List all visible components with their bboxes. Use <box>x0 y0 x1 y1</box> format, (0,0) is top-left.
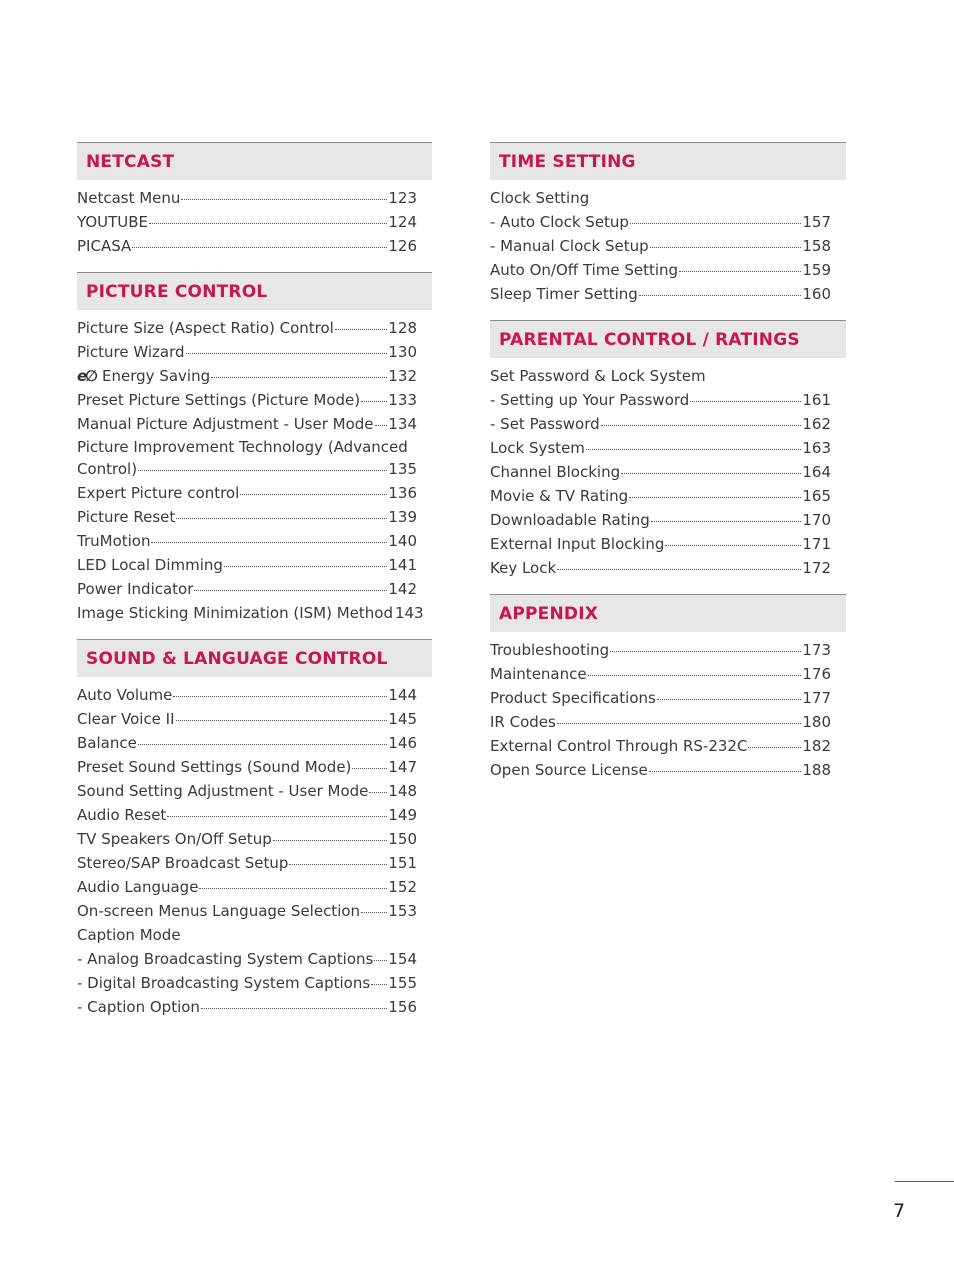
dot-leader <box>138 469 387 471</box>
dot-leader <box>240 493 387 495</box>
toc-entry[interactable] <box>77 601 424 625</box>
dot-leader <box>176 517 387 519</box>
toc-entry-page: 188 <box>802 761 831 779</box>
toc-entry-label: External Input Blocking <box>490 535 665 553</box>
dot-leader <box>649 770 802 772</box>
toc-entry-page: 130 <box>388 343 417 361</box>
toc-entry-page: 140 <box>388 532 417 550</box>
dot-leader <box>167 815 387 817</box>
toc-entry-label: Preset Picture Settings (Picture Mode) <box>77 391 361 409</box>
section-header <box>490 320 846 358</box>
dot-leader <box>186 352 388 354</box>
toc-entry[interactable] <box>77 971 417 995</box>
dot-leader <box>201 1007 387 1009</box>
toc-entry-label: Clear Voice II <box>77 710 175 728</box>
dot-leader <box>748 746 801 748</box>
toc-entry[interactable] <box>77 553 417 577</box>
dot-leader <box>273 839 388 841</box>
toc-entry-label: Netcast Menu <box>77 189 181 207</box>
toc-entry[interactable] <box>490 662 831 686</box>
toc-list <box>77 316 424 625</box>
toc-entry[interactable] <box>490 234 831 258</box>
toc-entry-label: Expert Picture control <box>77 484 240 502</box>
toc-entry-page: 149 <box>388 806 417 824</box>
toc-entry-page: 133 <box>388 391 417 409</box>
dot-leader <box>630 222 801 224</box>
toc-entry-page: 170 <box>802 511 831 529</box>
toc-entry-page: 156 <box>388 998 417 1016</box>
toc-entry-page: 139 <box>388 508 417 526</box>
toc-entry-label: Key Lock <box>490 559 557 577</box>
toc-entry-label: Open Source License <box>490 761 648 779</box>
toc-entry[interactable] <box>77 875 417 899</box>
toc-entry-page: 173 <box>802 641 831 659</box>
toc-entry[interactable] <box>490 532 831 556</box>
dot-leader <box>132 246 387 248</box>
toc-entry-label: IR Codes <box>490 713 556 731</box>
toc-entry-label: Caption Mode <box>77 926 181 944</box>
toc-entry[interactable] <box>77 364 417 388</box>
dot-leader <box>651 520 802 522</box>
toc-entry-label: Audio Language <box>77 878 199 896</box>
toc-entry-page: 162 <box>802 415 831 433</box>
section-title: PICTURE CONTROL <box>86 281 268 302</box>
right-column <box>490 142 846 796</box>
toc-entry[interactable] <box>490 484 831 508</box>
toc-entry-page: 146 <box>388 734 417 752</box>
toc-entry-label-continued <box>77 458 417 481</box>
toc-list <box>490 186 831 306</box>
toc-entry[interactable] <box>77 340 417 364</box>
toc-entry-page: 124 <box>388 213 417 231</box>
toc-entry-page: 163 <box>802 439 831 457</box>
dot-leader <box>665 544 801 546</box>
toc-entry-label: TruMotion <box>77 532 151 550</box>
toc-entry-page: 152 <box>388 878 417 896</box>
toc-entry[interactable] <box>77 707 417 731</box>
toc-entry-label: - Manual Clock Setup <box>490 237 649 255</box>
dot-leader <box>194 589 387 591</box>
toc-entry-page: 143 <box>394 604 424 622</box>
toc-entry[interactable] <box>490 258 831 282</box>
toc-entry[interactable] <box>490 686 831 710</box>
toc-entry-page: 142 <box>388 580 417 598</box>
dot-leader <box>621 472 801 474</box>
toc-entry[interactable] <box>77 234 417 258</box>
toc-entry-page: 172 <box>802 559 831 577</box>
toc-entry[interactable] <box>77 731 417 755</box>
toc-entry[interactable] <box>490 388 831 412</box>
section-netcast <box>77 142 432 258</box>
toc-entry-page: 176 <box>802 665 831 683</box>
toc-entry-label <box>77 364 210 388</box>
toc-entry-page: 164 <box>802 463 831 481</box>
toc-entry-label: Picture Size (Aspect Ratio) Control <box>77 319 334 337</box>
section-appendix <box>490 594 846 782</box>
toc-entry-label: - Setting up Your Password <box>490 391 690 409</box>
toc-entry-text: Energy Saving <box>102 367 211 385</box>
dot-leader <box>173 695 387 697</box>
toc-entry-label: - Set Password <box>490 415 600 433</box>
dot-leader <box>151 541 387 543</box>
toc-entry-page: 151 <box>388 854 417 872</box>
toc-entry-label: YOUTUBE <box>77 213 149 231</box>
toc-entry-label: Auto Volume <box>77 686 173 704</box>
toc-entry-page: 134 <box>388 415 417 433</box>
toc-entry[interactable] <box>490 508 831 532</box>
toc-entry[interactable] <box>77 947 417 971</box>
toc-entry[interactable] <box>490 556 831 580</box>
toc-entry-page: 159 <box>802 261 831 279</box>
toc-entry-page: 136 <box>388 484 417 502</box>
dot-leader <box>352 767 387 769</box>
toc-entry[interactable] <box>77 577 417 601</box>
toc-entry[interactable] <box>77 899 417 923</box>
toc-entry-label: On-screen Menus Language Selection <box>77 902 361 920</box>
toc-entry-label: TV Speakers On/Off Setup <box>77 830 272 848</box>
dot-leader <box>601 424 802 426</box>
section-title: NETCAST <box>86 151 175 172</box>
toc-entry[interactable] <box>490 210 831 234</box>
dot-leader <box>335 328 388 330</box>
toc-entry[interactable] <box>77 412 417 436</box>
toc-entry-label: Sleep Timer Setting <box>490 285 638 303</box>
toc-entry-page: 144 <box>388 686 417 704</box>
page-number-rule <box>895 1181 954 1182</box>
dot-leader <box>361 911 387 913</box>
dot-leader <box>138 743 388 745</box>
toc-entry-page: 157 <box>802 213 831 231</box>
toc-list <box>77 683 417 1019</box>
toc-entry-label: PICASA <box>77 237 132 255</box>
toc-entry[interactable] <box>77 316 417 340</box>
toc-entry[interactable] <box>77 210 417 234</box>
toc-entry-page: 160 <box>802 285 831 303</box>
dot-leader <box>361 400 387 402</box>
toc-entry-page: 180 <box>802 713 831 731</box>
dot-leader <box>375 424 388 426</box>
toc-entry-label: Troubleshooting <box>490 641 610 659</box>
section-header <box>490 594 846 632</box>
toc-entry[interactable] <box>490 282 831 306</box>
dot-leader <box>374 959 387 961</box>
toc-entry-page: 135 <box>388 460 417 478</box>
dot-leader <box>557 568 801 570</box>
toc-entry-label: External Control Through RS-232C <box>490 737 748 755</box>
toc-entry[interactable] <box>490 710 831 734</box>
dot-leader <box>657 698 802 700</box>
dot-leader <box>588 674 802 676</box>
toc-entry[interactable] <box>490 460 831 484</box>
toc-entry-label: - Analog Broadcasting System Captions <box>77 950 374 968</box>
toc-entry-page: 147 <box>388 758 417 776</box>
toc-entry-label: Stereo/SAP Broadcast Setup <box>77 854 289 872</box>
dot-leader <box>557 722 802 724</box>
toc-entry-label: Product Specifications <box>490 689 656 707</box>
toc-entry-page: 128 <box>388 319 417 337</box>
toc-entry-page: 158 <box>802 237 831 255</box>
section-picture-control <box>77 272 432 625</box>
section-time-setting <box>490 142 846 306</box>
toc-entry-label: Maintenance <box>490 665 587 683</box>
toc-entry-page: 150 <box>388 830 417 848</box>
toc-entry-label: Image Sticking Minimization (ISM) Method <box>77 604 393 622</box>
dot-leader <box>199 887 387 889</box>
toc-entry[interactable] <box>77 923 417 947</box>
toc-entry[interactable] <box>490 412 831 436</box>
section-header <box>77 639 432 677</box>
toc-entry[interactable] <box>77 851 417 875</box>
toc-entry[interactable] <box>490 364 831 388</box>
toc-entry-page: 171 <box>802 535 831 553</box>
section-title: APPENDIX <box>499 603 599 624</box>
toc-entry[interactable] <box>490 436 831 460</box>
toc-entry[interactable] <box>77 779 417 803</box>
toc-entry-label: Sound Setting Adjustment - User Mode <box>77 782 369 800</box>
toc-entry[interactable] <box>77 995 417 1019</box>
toc-entry-label: Preset Sound Settings (Sound Mode) <box>77 758 352 776</box>
dot-leader <box>176 719 388 721</box>
toc-entry-page: 153 <box>388 902 417 920</box>
toc-entry[interactable] <box>77 388 417 412</box>
toc-entry[interactable] <box>490 186 831 210</box>
eco-icon: e∅ <box>77 367 97 385</box>
page-number: 7 <box>893 1200 906 1222</box>
toc-entry-label: - Digital Broadcasting System Captions <box>77 974 371 992</box>
toc-entry-page: 132 <box>388 367 417 385</box>
toc-list <box>77 186 417 258</box>
toc-entry-label: Clock Setting <box>490 189 590 207</box>
dot-leader <box>371 983 387 985</box>
toc-entry[interactable] <box>77 755 417 779</box>
toc-entry-label: Manual Picture Adjustment - User Mode <box>77 415 374 433</box>
toc-entry-label-line2: Control) <box>77 460 138 478</box>
section-sound-language-control <box>77 639 432 1019</box>
toc-entry[interactable] <box>77 803 417 827</box>
toc-entry-label: Lock System <box>490 439 585 457</box>
toc-entry-label: Downloadable Rating <box>490 511 650 529</box>
dot-leader <box>610 650 801 652</box>
toc-entry-label: LED Local Dimming <box>77 556 223 574</box>
section-header <box>77 142 432 180</box>
toc-entry[interactable] <box>77 827 417 851</box>
toc-entry-page: 161 <box>802 391 831 409</box>
toc-entry[interactable] <box>77 505 417 529</box>
toc-entry-label: Auto On/Off Time Setting <box>490 261 679 279</box>
toc-entry-page: 145 <box>388 710 417 728</box>
toc-entry[interactable] <box>77 436 417 481</box>
toc-entry[interactable] <box>490 638 831 662</box>
toc-entry-page: 165 <box>802 487 831 505</box>
toc-entry-page: 182 <box>802 737 831 755</box>
toc-list <box>490 638 831 782</box>
dot-leader <box>289 863 387 865</box>
dot-leader <box>629 496 801 498</box>
dot-leader <box>211 376 387 378</box>
toc-entry[interactable] <box>490 758 831 782</box>
toc-entry-label: Audio Reset <box>77 806 167 824</box>
section-title: TIME SETTING <box>499 151 636 172</box>
section-parental-control-ratings <box>490 320 846 580</box>
toc-entry[interactable] <box>77 481 417 505</box>
dot-leader <box>181 198 387 200</box>
section-header <box>77 272 432 310</box>
toc-entry-page: 126 <box>388 237 417 255</box>
toc-entry-page: 154 <box>388 950 417 968</box>
toc-entry-label: Picture Improvement Technology (Advanced <box>77 438 408 456</box>
toc-entry-label: Picture Reset <box>77 508 176 526</box>
toc-entry[interactable] <box>77 683 417 707</box>
toc-entry-label: - Auto Clock Setup <box>490 213 629 231</box>
toc-entry-label: Movie & TV Rating <box>490 487 629 505</box>
dot-leader <box>639 294 802 296</box>
section-title: PARENTAL CONTROL / RATINGS <box>499 329 800 350</box>
toc-entry-page: 148 <box>388 782 417 800</box>
dot-leader <box>650 246 802 248</box>
toc-entry[interactable] <box>77 186 417 210</box>
dot-leader <box>679 270 801 272</box>
toc-entry-label: - Caption Option <box>77 998 200 1016</box>
section-header <box>490 142 846 180</box>
toc-entry-label: Picture Wizard <box>77 343 185 361</box>
dot-leader <box>690 400 801 402</box>
dot-leader <box>586 448 801 450</box>
toc-entry-label: Set Password & Lock System <box>490 367 706 385</box>
left-column <box>77 142 432 1033</box>
toc-entry-page: 123 <box>388 189 417 207</box>
toc-entry-page: 141 <box>388 556 417 574</box>
section-title: SOUND & LANGUAGE CONTROL <box>86 648 388 669</box>
toc-entry-label: Power Indicator <box>77 580 194 598</box>
toc-entry-label: Channel Blocking <box>490 463 621 481</box>
toc-entry[interactable] <box>490 734 831 758</box>
toc-entry-page: 177 <box>802 689 831 707</box>
dot-leader <box>149 222 387 224</box>
toc-entry[interactable] <box>77 529 417 553</box>
dot-leader <box>369 791 387 793</box>
toc-list <box>490 364 831 580</box>
dot-leader <box>224 565 387 567</box>
toc-entry-label: Balance <box>77 734 137 752</box>
toc-entry-page: 155 <box>388 974 417 992</box>
